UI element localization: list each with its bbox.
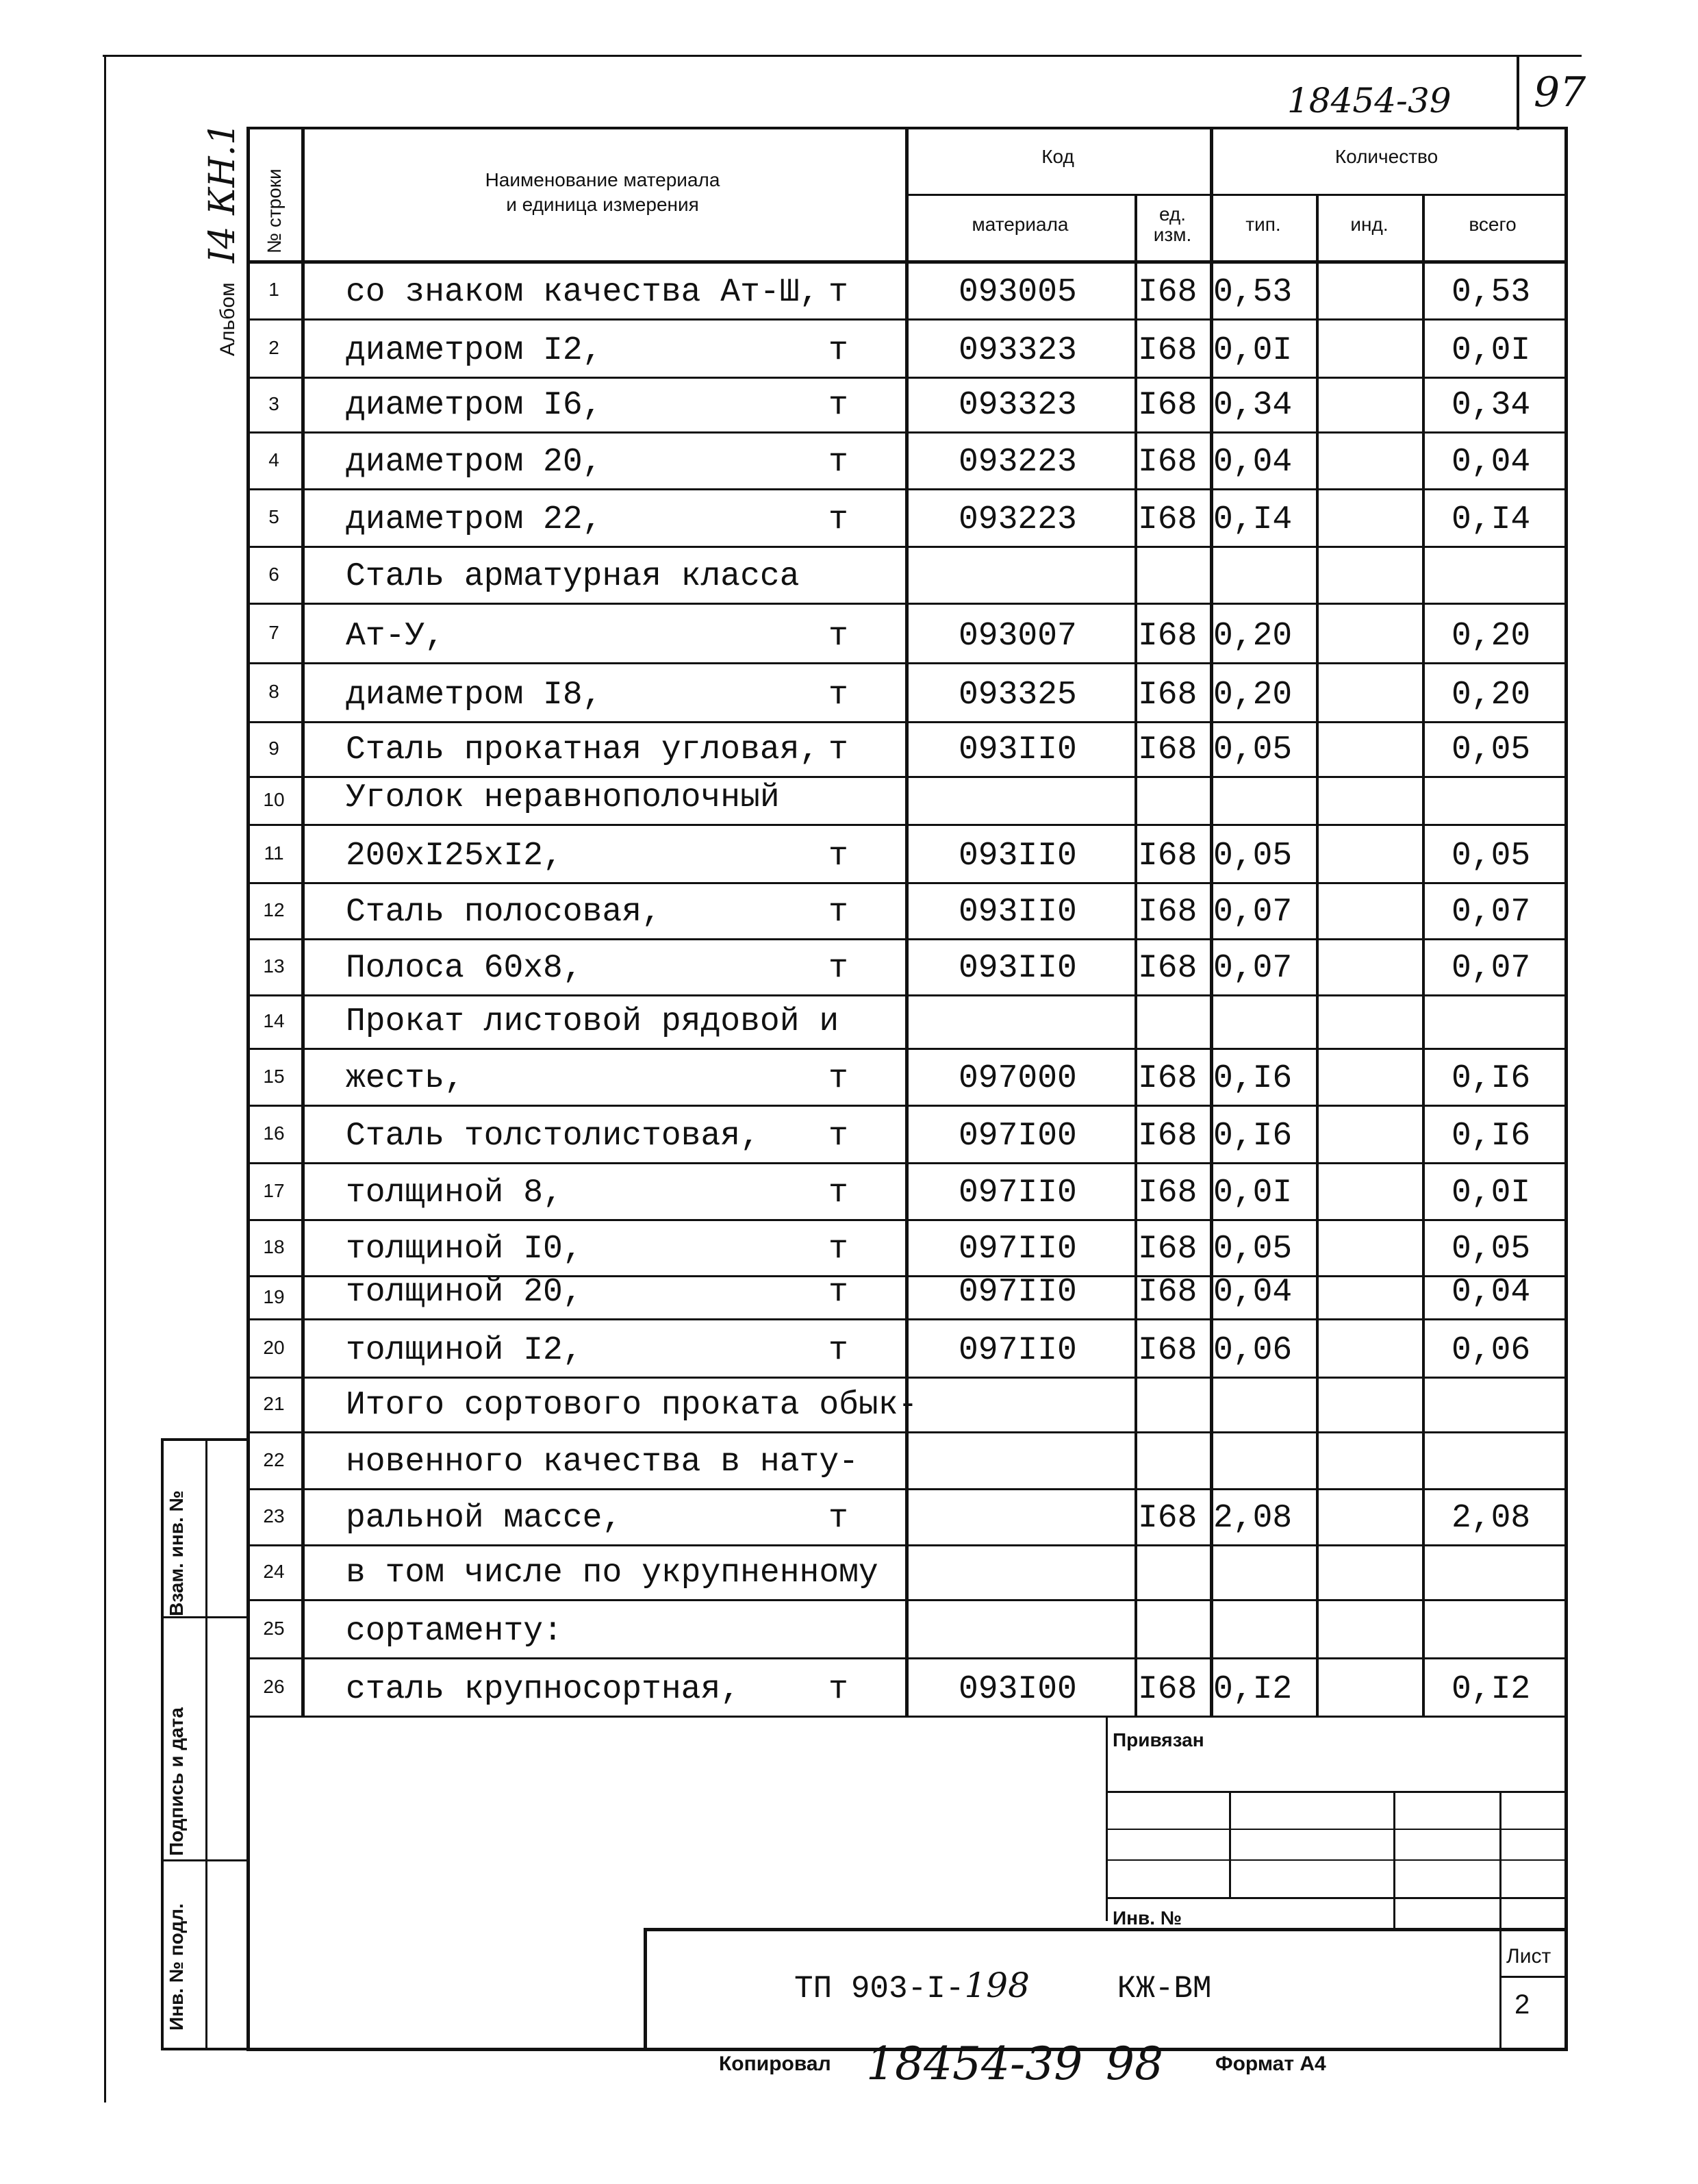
row-qty-tip: 0,20 <box>1213 677 1293 714</box>
row-name: сталь крупносортная, <box>346 1671 741 1708</box>
side-line-1 <box>161 1616 246 1618</box>
row-unit-code: I68 <box>1138 950 1198 987</box>
stamp-inv-no: Инв. № <box>1113 1907 1182 1929</box>
row-code: 093323 <box>959 332 1077 369</box>
row-name: диаметром 20, <box>346 444 603 481</box>
header-mid-line <box>905 194 1564 196</box>
row-line-2 <box>246 377 1564 379</box>
title-block-top <box>644 1928 1564 1931</box>
row-qty-tip: 0,04 <box>1213 444 1293 481</box>
header-name-line2: и единица измерения <box>506 194 699 215</box>
row-qty-tip: 0,05 <box>1213 731 1293 768</box>
row-line-11 <box>246 882 1564 884</box>
row-name: сортаменту: <box>346 1613 563 1650</box>
row-qty-total: 0,04 <box>1452 444 1531 481</box>
row-line-1 <box>246 318 1564 321</box>
row-line-6 <box>246 603 1564 605</box>
row-unit-code: I68 <box>1138 1671 1198 1708</box>
row-code: 093II0 <box>959 731 1077 768</box>
stamp-privyazan: Привязан <box>1113 1729 1204 1750</box>
row-name: Полоса 60x8, <box>346 950 583 987</box>
row-number: 4 <box>268 449 279 470</box>
row-unit-letter: т <box>828 950 848 987</box>
col-line-0 <box>301 127 305 1716</box>
album-value: I4 КН.1 <box>202 122 243 264</box>
row-unit-code: I68 <box>1138 501 1198 538</box>
row-code: 093II0 <box>959 838 1077 875</box>
side-line-2 <box>161 1859 246 1861</box>
row-unit-code: I68 <box>1138 894 1198 931</box>
row-unit-code: I68 <box>1138 1060 1198 1097</box>
row-qty-total: 0,20 <box>1452 677 1531 714</box>
row-number: 11 <box>264 842 284 864</box>
row-name: толщиной I2, <box>346 1332 583 1369</box>
row-name: толщиной 20, <box>346 1274 583 1311</box>
row-line-8 <box>246 721 1564 723</box>
row-code: 097II0 <box>959 1332 1077 1369</box>
side-bottom <box>161 2048 246 2050</box>
row-name: Прокат листовой рядовой и <box>346 1003 839 1040</box>
stamp-line-a <box>1106 1829 1564 1830</box>
row-number: 17 <box>263 1179 285 1201</box>
row-code: 093007 <box>959 618 1077 655</box>
row-number: 22 <box>263 1448 285 1470</box>
row-name: ральной массе, <box>346 1500 622 1537</box>
header-total: всего <box>1469 214 1517 235</box>
row-line-13 <box>246 994 1564 996</box>
stamp-line-privyazan <box>1106 1791 1564 1793</box>
header-ind: инд. <box>1350 214 1389 235</box>
row-qty-tip: 0,05 <box>1213 1231 1293 1268</box>
album-label-text: Альбом <box>216 282 239 356</box>
row-qty-tip: 0,07 <box>1213 950 1293 987</box>
row-code: 093223 <box>959 444 1077 481</box>
row-qty-total: 2,08 <box>1452 1500 1531 1537</box>
row-line-25 <box>246 1657 1564 1659</box>
side-outer-left <box>161 1438 164 2048</box>
side-inv-podl: Инв. № подл. <box>166 1903 187 2031</box>
row-unit-letter: т <box>828 274 848 311</box>
row-qty-tip: 0,I2 <box>1213 1671 1293 1708</box>
designation-prefix: ТП 903-I- <box>794 1971 965 2007</box>
side-inner-divider <box>205 1438 207 2048</box>
row-unit-letter: т <box>828 1274 848 1311</box>
sheet-label-line <box>1499 1976 1564 1978</box>
row-qty-tip: 0,53 <box>1213 274 1293 311</box>
row-qty-total: 0,07 <box>1452 950 1531 987</box>
row-unit-code: I68 <box>1138 387 1198 424</box>
header-name-line1: Наименование материала <box>485 169 720 190</box>
row-qty-tip: 0,I6 <box>1213 1118 1293 1155</box>
row-line-23 <box>246 1544 1564 1546</box>
row-unit-code: I68 <box>1138 1500 1198 1537</box>
row-unit-letter: т <box>828 1060 848 1097</box>
sheet-left-border <box>104 55 106 2103</box>
row-unit-code: I68 <box>1138 444 1198 481</box>
header-unit-line2: изм. <box>1153 224 1192 245</box>
row-name: Сталь толстолистовая, <box>346 1118 760 1155</box>
stamp-designation <box>794 1966 1212 2007</box>
row-name: 200xI25xI2, <box>346 838 563 875</box>
row-number: 15 <box>263 1065 285 1087</box>
row-line-22 <box>246 1488 1564 1490</box>
row-line-19 <box>246 1318 1564 1320</box>
row-unit-letter: т <box>828 1332 848 1369</box>
row-unit-letter: т <box>828 444 848 481</box>
stamp-line-b <box>1106 1859 1564 1861</box>
header-unit <box>1137 204 1208 245</box>
row-line-4 <box>246 488 1564 490</box>
designation-hand: 198 <box>964 1966 1030 2005</box>
row-qty-total: 0,04 <box>1452 1274 1531 1311</box>
row-qty-total: 0,05 <box>1452 838 1531 875</box>
row-qty-tip: 0,0I <box>1213 332 1293 369</box>
row-name: Сталь прокатная угловая, <box>346 731 820 768</box>
row-qty-tip: 0,05 <box>1213 838 1293 875</box>
row-unit-code: I68 <box>1138 1118 1198 1155</box>
row-code: 097II0 <box>959 1231 1077 1268</box>
row-name: диаметром I8, <box>346 677 603 714</box>
title-block-left <box>644 1928 647 2048</box>
row-number: 13 <box>263 955 285 977</box>
row-line-26 <box>246 1716 1564 1718</box>
row-qty-total: 0,0I <box>1452 332 1531 369</box>
row-code: 097000 <box>959 1060 1077 1097</box>
row-unit-letter: т <box>828 501 848 538</box>
header-quantity: Количество <box>1334 146 1439 167</box>
row-unit-code: I68 <box>1138 677 1198 714</box>
sheet-top-border <box>103 55 1582 57</box>
row-qty-total: 0,20 <box>1452 618 1531 655</box>
row-number: 23 <box>263 1505 285 1527</box>
row-line-17 <box>246 1219 1564 1221</box>
row-line-15 <box>246 1105 1564 1107</box>
row-qty-total: 0,05 <box>1452 1231 1531 1268</box>
row-name: Сталь арматурная класса <box>346 558 800 595</box>
row-number: 8 <box>268 681 279 702</box>
footer-page-hand: 98 <box>1106 2037 1163 2090</box>
row-number: 19 <box>263 1285 285 1307</box>
row-code: 093II0 <box>959 950 1077 987</box>
footer-copied-hand: 18454-39 <box>866 2037 1083 2090</box>
corner-divider <box>1517 55 1519 130</box>
row-number: 9 <box>268 738 279 759</box>
row-number: 5 <box>268 506 279 527</box>
row-unit-letter: т <box>828 1231 848 1268</box>
row-unit-letter: т <box>828 1118 848 1155</box>
row-qty-total: 0,06 <box>1452 1332 1531 1369</box>
row-number: 12 <box>263 899 285 920</box>
row-unit-code: I68 <box>1138 1332 1198 1369</box>
row-unit-letter: т <box>828 387 848 424</box>
row-unit-letter: т <box>828 1175 848 1212</box>
row-name: в том числе по укрупненному <box>346 1555 878 1592</box>
designation-suffix: КЖ-ВМ <box>1117 1971 1212 2007</box>
stamp-sheet-label: Лист <box>1506 1945 1551 1968</box>
row-code: 097I00 <box>959 1118 1077 1155</box>
row-number: 16 <box>263 1122 285 1144</box>
header-row-no: № строки <box>264 168 285 253</box>
row-qty-tip: 0,0I <box>1213 1175 1293 1212</box>
stamp-left-upper <box>1106 1716 1108 1921</box>
doc-number-top: 18454-39 <box>1287 81 1452 121</box>
row-line-24 <box>246 1599 1564 1601</box>
row-qty-total: 0,05 <box>1452 731 1531 768</box>
side-top <box>161 1438 246 1441</box>
row-name: новенного качества в нату- <box>346 1444 859 1481</box>
row-line-14 <box>246 1048 1564 1050</box>
row-name: толщиной 8, <box>346 1175 563 1212</box>
stamp-line-c <box>1106 1897 1564 1899</box>
row-qty-tip: 0,I6 <box>1213 1060 1293 1097</box>
row-number: 3 <box>268 393 279 414</box>
row-line-12 <box>246 938 1564 940</box>
row-name: диаметром I6, <box>346 387 603 424</box>
header-tip: тип. <box>1245 214 1281 235</box>
row-code: 093I00 <box>959 1671 1077 1708</box>
row-qty-tip: 0,34 <box>1213 387 1293 424</box>
row-unit-code: I68 <box>1138 618 1198 655</box>
stamp-v1 <box>1229 1791 1231 1897</box>
side-vzam: Взам. инв. № <box>166 1490 187 1616</box>
row-code: 093005 <box>959 274 1077 311</box>
table-left <box>246 127 250 2051</box>
col-sub-line-2 <box>1422 194 1425 1716</box>
row-unit-code: I68 <box>1138 1231 1198 1268</box>
row-number: 10 <box>263 789 285 810</box>
row-qty-tip: 0,I4 <box>1213 501 1293 538</box>
row-code: 093323 <box>959 387 1077 424</box>
row-qty-total: 0,I6 <box>1452 1118 1531 1155</box>
row-code: 093325 <box>959 677 1077 714</box>
row-qty-tip: 0,06 <box>1213 1332 1293 1369</box>
stamp-sheet-number: 2 <box>1515 1990 1530 2020</box>
row-unit-code: I68 <box>1138 838 1198 875</box>
row-line-5 <box>246 546 1564 548</box>
stamp-v3 <box>1499 1791 1501 2048</box>
row-number: 21 <box>263 1393 285 1414</box>
row-code: 097II0 <box>959 1274 1077 1311</box>
row-qty-tip: 0,07 <box>1213 894 1293 931</box>
row-unit-code: I68 <box>1138 1274 1198 1311</box>
table-right <box>1564 127 1568 2051</box>
header-material: материала <box>972 214 1069 235</box>
row-number: 25 <box>263 1617 285 1639</box>
row-name: Ат-У, <box>346 618 445 655</box>
row-line-16 <box>246 1162 1564 1164</box>
row-line-10 <box>246 824 1564 826</box>
row-number: 2 <box>268 336 279 358</box>
row-name: Сталь полосовая, <box>346 894 661 931</box>
footer-copied: Копировал <box>719 2053 831 2075</box>
header-unit-line1: ед. <box>1158 203 1187 225</box>
row-name: толщиной I0, <box>346 1231 583 1268</box>
side-podpis: Подпись и дата <box>166 1707 187 1856</box>
row-code: 097II0 <box>959 1175 1077 1212</box>
row-qty-total: 0,I4 <box>1452 501 1531 538</box>
row-unit-code: I68 <box>1138 731 1198 768</box>
row-qty-tip: 2,08 <box>1213 1500 1293 1537</box>
row-name: со знаком качества Ат-Ш, <box>346 274 820 311</box>
row-number: 6 <box>268 563 279 585</box>
row-unit-letter: т <box>828 894 848 931</box>
row-code: 093II0 <box>959 894 1077 931</box>
row-name: диаметром 22, <box>346 501 603 538</box>
row-unit-letter: т <box>828 618 848 655</box>
row-number: 26 <box>263 1675 285 1697</box>
row-number: 20 <box>263 1336 285 1358</box>
row-name: жесть, <box>346 1060 464 1097</box>
album-label <box>202 123 243 356</box>
row-unit-letter: т <box>828 677 848 714</box>
row-name: диаметром I2, <box>346 332 603 369</box>
row-unit-code: I68 <box>1138 274 1198 311</box>
header-name <box>301 168 904 217</box>
row-qty-total: 0,34 <box>1452 387 1531 424</box>
page-number-top: 97 <box>1534 68 1586 116</box>
row-unit-letter: т <box>828 731 848 768</box>
row-unit-code: I68 <box>1138 1175 1198 1212</box>
stamp-v2 <box>1393 1791 1395 1928</box>
col-line-1 <box>905 127 909 1716</box>
row-qty-tip: 0,04 <box>1213 1274 1293 1311</box>
col-sub-line-0 <box>1135 194 1137 1716</box>
row-qty-total: 0,0I <box>1452 1175 1531 1212</box>
row-name: Уголок неравнополочный <box>346 779 780 816</box>
footer-format: Формат А4 <box>1215 2053 1326 2075</box>
row-unit-letter: т <box>828 1500 848 1537</box>
row-line-7 <box>246 662 1564 664</box>
row-qty-total: 0,I6 <box>1452 1060 1531 1097</box>
row-unit-code: I68 <box>1138 332 1198 369</box>
row-line-21 <box>246 1431 1564 1433</box>
row-unit-letter: т <box>828 1671 848 1708</box>
row-qty-tip: 0,20 <box>1213 618 1293 655</box>
col-sub-line-1 <box>1316 194 1319 1716</box>
row-qty-total: 0,53 <box>1452 274 1531 311</box>
row-name: Итого сортового проката обык- <box>346 1387 918 1424</box>
row-unit-letter: т <box>828 838 848 875</box>
row-line-20 <box>246 1377 1564 1379</box>
row-number: 24 <box>263 1561 285 1582</box>
row-line-9 <box>246 776 1564 778</box>
row-unit-letter: т <box>828 332 848 369</box>
row-number: 14 <box>263 1010 285 1031</box>
row-qty-total: 0,I2 <box>1452 1671 1531 1708</box>
row-line-3 <box>246 431 1564 434</box>
row-code: 093223 <box>959 501 1077 538</box>
row-qty-total: 0,07 <box>1452 894 1531 931</box>
row-number: 1 <box>268 278 279 300</box>
row-number: 18 <box>263 1236 285 1257</box>
header-code: Код <box>1041 146 1074 167</box>
row-number: 7 <box>268 621 279 643</box>
